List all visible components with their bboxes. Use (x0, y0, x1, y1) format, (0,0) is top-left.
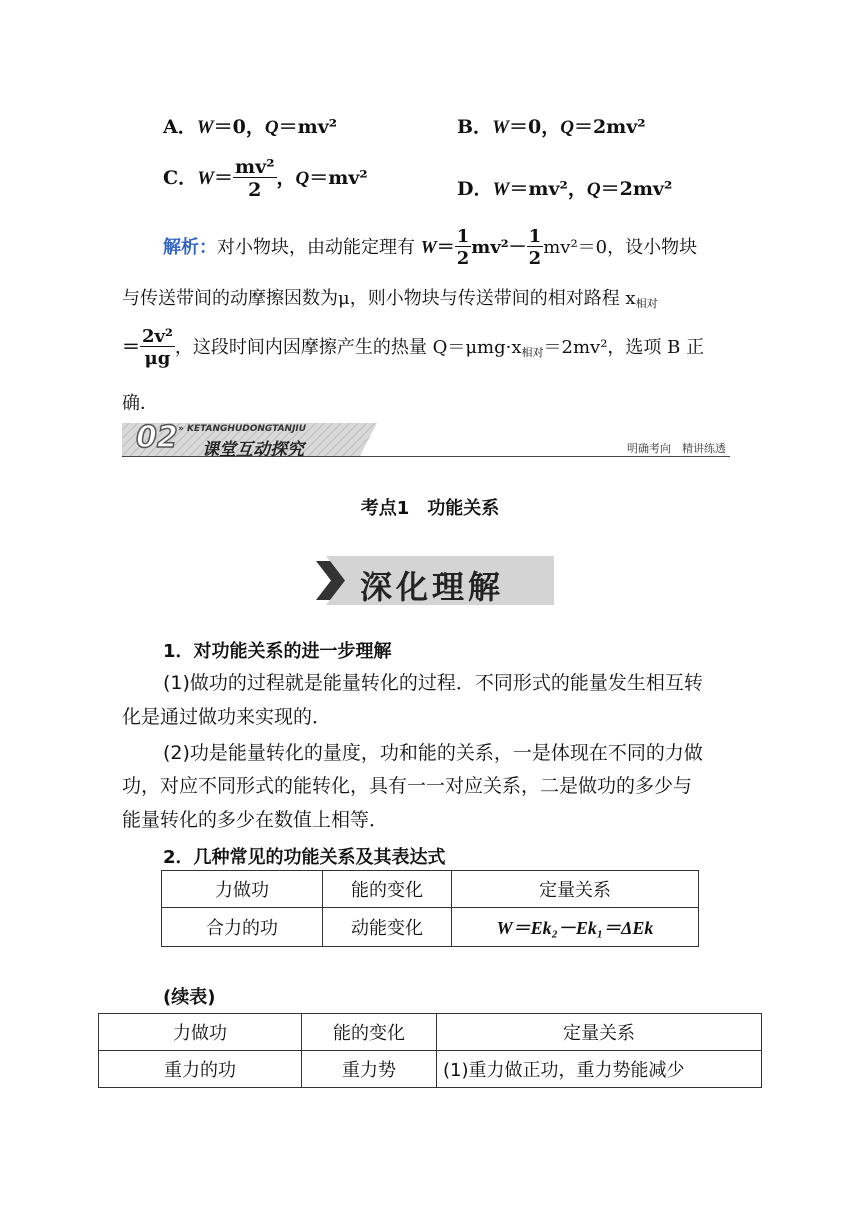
option-b-w-value: ＝0， (508, 116, 561, 138)
analysis-line-4: 确． (122, 393, 158, 414)
option-b-q: Q (560, 117, 574, 138)
analysis-keyword: 解析： (163, 237, 217, 258)
heading-2: 2．几种常见的功能关系及其表达式 (163, 847, 446, 868)
analysis-line2-sub: 相对 (635, 297, 658, 310)
option-a-q: Q (264, 117, 279, 138)
table-header-cell: 定量关系 (437, 1014, 762, 1051)
option-a-q-value: ＝mv² (278, 116, 338, 138)
banner-pinyin-text: KETANGHUDONGTANJIU (186, 424, 307, 434)
formula-text: W＝Ek₂－Ek₁＝ΔEk (496, 918, 654, 938)
analysis-mv: mv²－ (471, 237, 527, 258)
table-cell: 重力的功 (99, 1051, 302, 1088)
para-1-line-2: 化是通过做功来实现的． (122, 706, 332, 728)
table-header-cell: 能的变化 (302, 1014, 437, 1051)
analysis-line3-text: ，这段时间内因摩擦产生的热量 Q＝μmg·x (174, 337, 522, 358)
analysis-eq: ＝ (436, 237, 455, 258)
option-a-w-value: ＝0， (213, 116, 265, 138)
option-c-sep: ， (276, 167, 296, 189)
option-b (457, 112, 646, 139)
para-2-line-3: 能量转化的多少在数值上相等． (122, 809, 389, 831)
table-header-cell: 力做功 (162, 871, 323, 908)
option-c (163, 158, 368, 200)
para-1-line-1: (1)做功的过程就是能量转化的过程．不同形式的能量发生相互转 (163, 672, 703, 694)
table-cell: 合力的功 (162, 908, 323, 947)
option-c-numerator: mv² (235, 156, 275, 178)
analysis-line2-text: 与传送带间的动摩擦因数为μ，则小物块与传送带间的相对路程 x (122, 288, 636, 309)
heading-1: 1．对功能关系的进一步理解 (163, 641, 392, 662)
analysis-w: W (420, 237, 437, 257)
para-2-line-2: 功，对应不同形式的能转化，具有一一对应关系，二是做功的多少与 (122, 775, 693, 797)
analysis-line3-eq: ＝ (122, 337, 140, 358)
analysis-line3-end: ＝2mv²，选项 B 正 (543, 337, 705, 358)
table-formula-cell (452, 908, 699, 947)
option-c-q: Q (295, 168, 310, 189)
para-2-line-1: (2)功是能量转化的量度，功和能的关系，一是体现在不同的力做 (163, 742, 703, 764)
option-b-w: W (492, 117, 509, 138)
option-d-label: D． (457, 178, 493, 200)
option-c-label: C． (163, 167, 198, 189)
option-b-q-value: ＝2mv² (573, 116, 646, 138)
table-header-cell: 能的变化 (323, 871, 452, 908)
table-cell: (1)重力做正功，重力势能减少 (437, 1051, 762, 1088)
table-header-row (162, 871, 699, 908)
analysis-half-2 (527, 228, 544, 268)
analysis-half-1 (455, 228, 472, 268)
option-c-eq: ＝ (214, 167, 234, 189)
table-cell: 动能变化 (323, 908, 452, 947)
deepen-badge (308, 556, 554, 605)
option-d-w: W (492, 179, 510, 200)
analysis-line-1 (163, 228, 697, 268)
half-den: 2 (456, 248, 470, 269)
analysis-line1-text: 对小物块，由动能定理有 (217, 237, 421, 258)
table-header-cell: 力做功 (99, 1014, 302, 1051)
option-d-q: Q (586, 179, 601, 200)
option-a-label: A． (163, 116, 197, 138)
relations-table (161, 870, 699, 947)
banner-title: 课堂互动探究 (202, 440, 304, 460)
analysis-line-2 (122, 288, 658, 310)
analysis-path-fraction (140, 328, 175, 368)
banner-pinyin (178, 424, 306, 434)
banner-number: 02 (136, 420, 178, 455)
option-a-w: W (196, 117, 214, 138)
option-d-q-value: ＝2mv² (600, 178, 673, 200)
double-chevron-icon: » (178, 424, 184, 434)
option-c-q-value: ＝mv² (309, 167, 368, 189)
half-den-2: 2 (528, 248, 542, 269)
banner-right-text: 明确考向 精讲练透 (627, 442, 726, 455)
table-cell: 重力势 (302, 1051, 437, 1088)
half-num-2: 1 (528, 226, 542, 247)
analysis-path-den: μg (144, 348, 171, 369)
analysis-line-3 (122, 328, 704, 368)
table-header-row (99, 1014, 762, 1051)
table-row (162, 908, 699, 947)
section-title: 考点1 功能关系 (360, 498, 500, 519)
analysis-line1-end: mv²＝0，设小物块 (543, 237, 698, 258)
half-num: 1 (456, 226, 470, 247)
relations-table-continued (98, 1013, 762, 1088)
option-b-label: B． (457, 116, 493, 138)
option-d (457, 174, 672, 201)
table-row (99, 1051, 762, 1088)
analysis-path-num: 2v² (142, 326, 173, 347)
section-banner (122, 421, 730, 458)
option-c-fraction (233, 158, 276, 200)
option-a (163, 112, 337, 139)
table-header-cell: 定量关系 (452, 871, 699, 908)
option-c-denominator: 2 (248, 179, 262, 201)
badge-text: 深化理解 (360, 568, 505, 606)
continued-label: (续表) (163, 987, 216, 1008)
analysis-line3-sub: 相对 (521, 346, 544, 359)
option-d-w-value: ＝mv²， (509, 178, 587, 200)
option-c-w: W (197, 168, 215, 189)
